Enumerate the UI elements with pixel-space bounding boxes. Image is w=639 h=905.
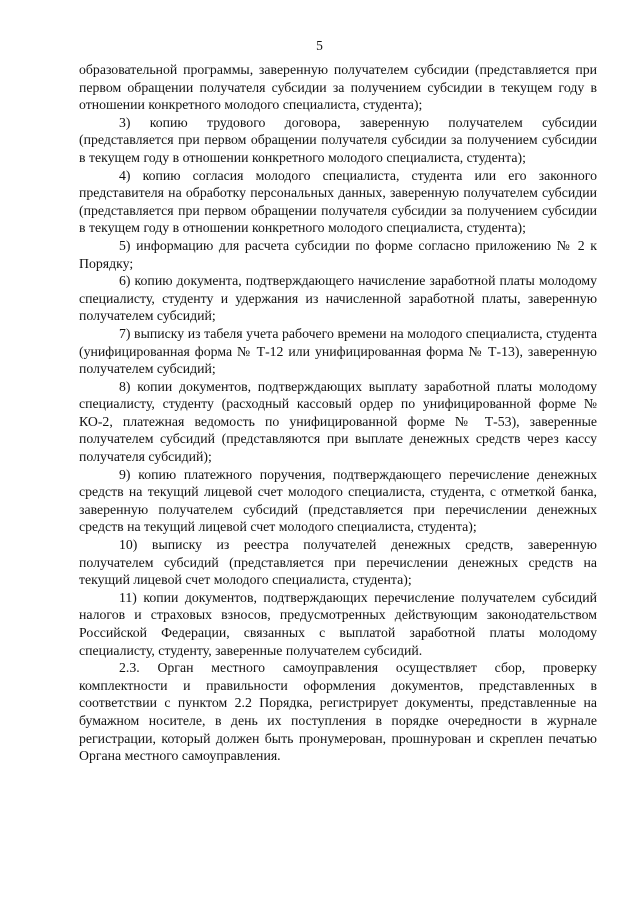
list-item-6: 6) копию документа, подтверждающего начисление заработной платы молодому специалисту, студенту и удержания из начисленной заработной платы, заверенную получателем субсидий; xyxy=(79,273,597,324)
list-item-9: 9) копию платежного поручения, подтверждающего перечисление денежных средств на текущий лицевой счет молодого специалиста, студента, с отметкой банка, заверенную получателем субсидий (представляется при перечислении денежных средств на текущий лицевой счет молодого специалиста, студента); xyxy=(79,466,597,535)
list-item-7: 7) выписку из табеля учета рабочего времени на молодого специалиста, студента (унифицированная форма № Т-12 или унифицированная форма № Т-13), заверенную получателем субсидий; xyxy=(79,325,597,377)
list-item-4: 4) копию согласия молодого специалиста, студента или его законного представителя на обработку персональных данных, заверенную получателем субсидии (представляется при первом обращении получателя субсидии за получением субсидии в текущем году в отношении конкретного молодого специалиста, студента); xyxy=(79,167,597,236)
list-item-3: 3) копию трудового договора, заверенную получателем субсидии (представляется при первом обращении получателя субсидии за получением субсидии в текущем году в отношении конкретного молодого специалиста, студента); xyxy=(79,114,597,165)
list-item-8: 8) копии документов, подтверждающих выплату заработной платы молодому специалисту, студенту (расходный кассовый ордер по унифицированной форме № КО-2, платежная ведомость по унифицированной форме № Т-53), заверенные получателем субсидий (представляются при выплате денежных средств через кассу получателя субсидий); xyxy=(79,378,597,465)
list-item-10: 10) выписку из реестра получателей денежных средств, заверенную получателем субсидий (представляется при перечислении денежных средств на текущий лицевой счет молодого специалиста, студента); xyxy=(79,537,597,588)
section-2-3-paragraph: 2.3. Орган местного самоуправления осуществляет сбор, проверку комплектности и правильности оформления документов, представленных в соответствии с пунктом 2.2 Порядка, регистрирует документы, представленные на бумажном носителе, в день их поступления в порядке очередности в журнале регистрации, который должен быть пронумерован, прошнурован и скреплен печатью Органа местного самоуправления. xyxy=(79,660,597,764)
list-item-5: 5) информацию для расчета субсидии по форме согласно приложению № 2 к Порядку; xyxy=(79,237,597,271)
paragraph-continuation: образовательной программы, заверенную получателем субсидии (представляется при первом обращении получателя субсидии за получением субсидии в текущем году в отношении конкретного молодого специалиста, студента); xyxy=(79,62,597,113)
page-number: 5 xyxy=(316,38,323,53)
document-body xyxy=(79,61,597,765)
list-item-11: 11) копии документов, подтверждающих перечисление получателем субсидий налогов и страховых взносов, предусмотренных действующим законодательством Российской Федерации, связанных с выплатой заработной платы молодому специалисту, студенту, заверенные получателем субсидий. xyxy=(79,589,597,658)
